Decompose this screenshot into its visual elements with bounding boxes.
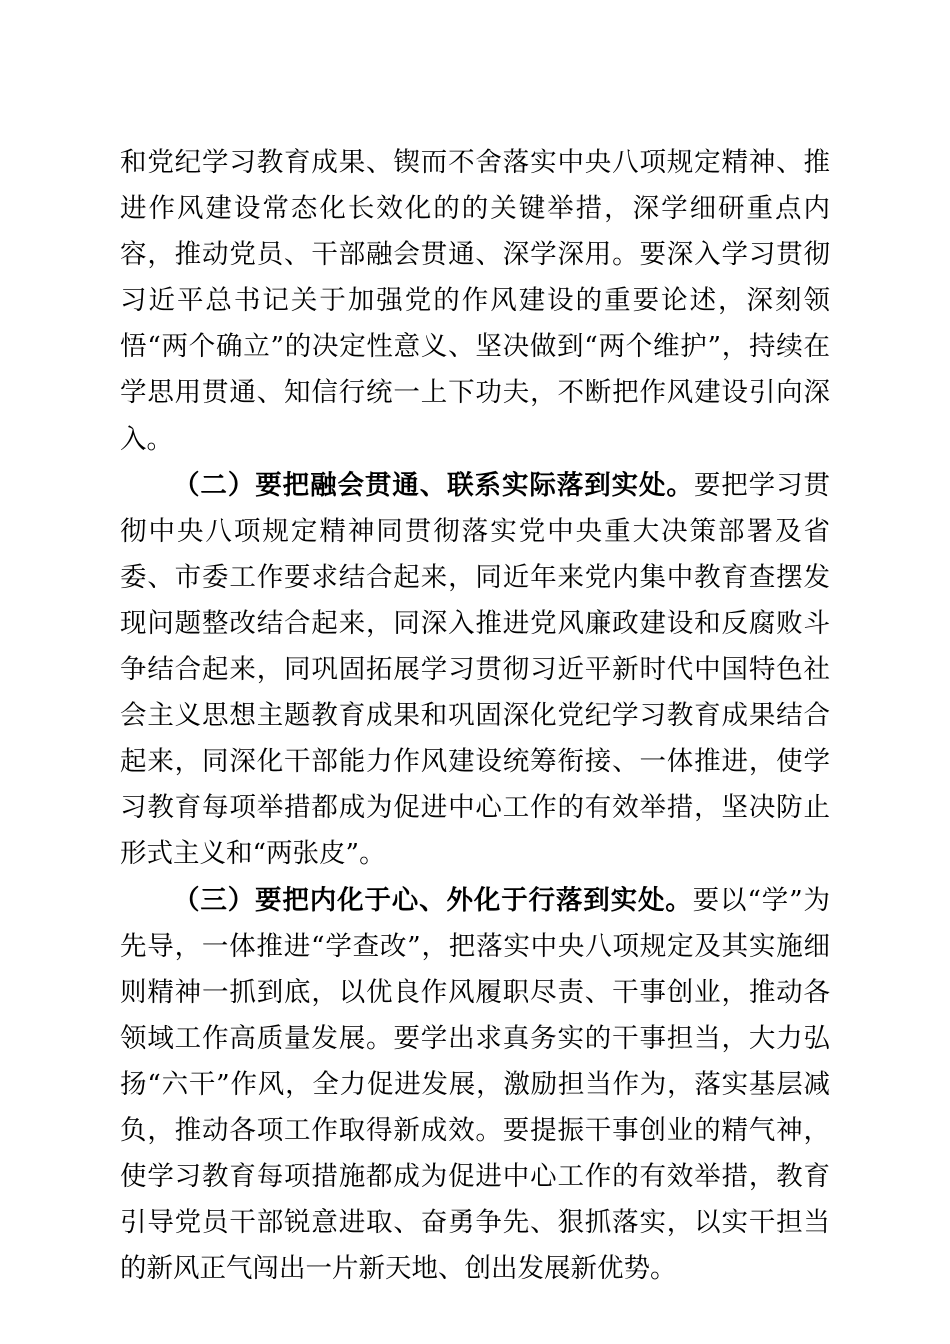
paragraph-continuation (120, 140, 830, 463)
paragraph-text: 要以“学”为先导，一体推进“学查改”，把落实中央八项规定及其实施细则精神一抓到底，以优良作风履职尽责、干事创业，推动各领域工作高质量发展。要学出求真务实的干事担当，大力弘扬“六干”作风，全力促进发展，激励担当作为，落实基层减负，推动各项工作取得新成效。要提振干事创业的精气神，使学习教育每项措施都成为促进中心工作的有效举措，教育引导党员干部锐意进取、奋勇争先、狠抓落实，以实干担当的新风正气闯出一片新天地、创出发展新优势。 (120, 884, 830, 1285)
document-body (120, 140, 830, 1292)
paragraph-section-three (120, 878, 830, 1293)
paragraph-section-two (120, 463, 830, 878)
paragraph-text: 和党纪学习教育成果、锲而不舍落实中央八项规定精神、推进作风建设常态化长效化的的关键举措，深学细研重点内容，推动党员、干部融会贯通、深学深用。要深入学习贯彻习近平总书记关于加强党的作风建设的重要论述，深刻领悟“两个确立”的决定性意义、坚决做到“两个维护”，持续在学思用贯通、知信行统一上下功夫，不断把作风建设引向深入。 (120, 147, 830, 455)
section-heading: （三）要把内化于心、外化于行落到实处。 (173, 884, 693, 916)
section-heading: （二）要把融会贯通、联系实际落到实处。 (173, 469, 694, 501)
paragraph-text: 要把学习贯彻中央八项规定精神同贯彻落实党中央重大决策部署及省委、市委工作要求结合起来，同近年来党内集中教育查摆发现问题整改结合起来，同深入推进党风廉政建设和反腐败斗争结合起来，同巩固拓展学习贯彻习近平新时代中国特色社会主义思想主题教育成果和巩固深化党纪学习教育成果结合起来，同深化干部能力作风建设统筹衔接、一体推进，使学习教育每项举措都成为促进中心工作的有效举措，坚决防止形式主义和“两张皮”。 (120, 469, 831, 870)
